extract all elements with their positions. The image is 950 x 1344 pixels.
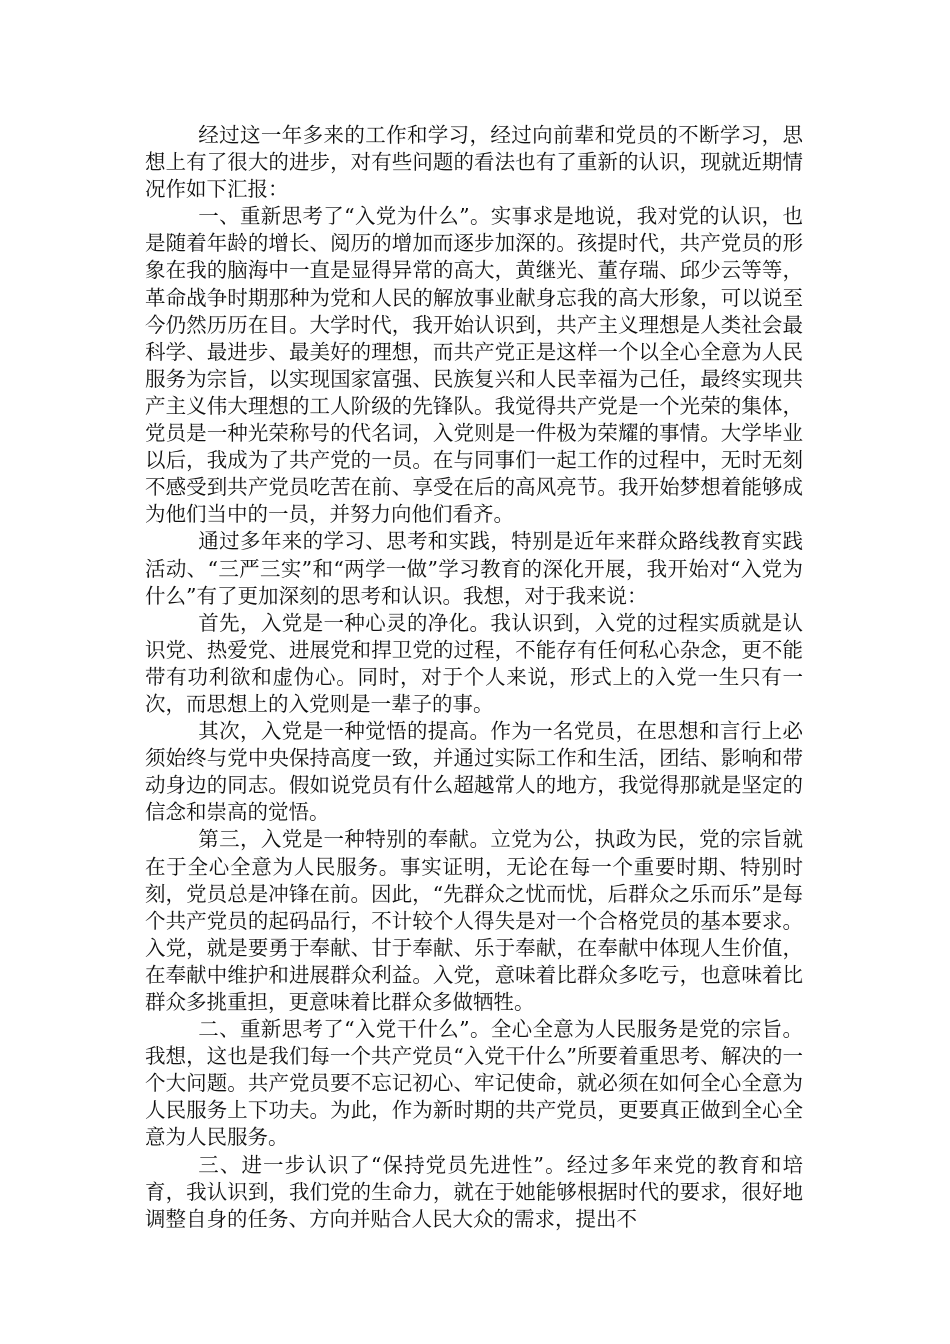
- paragraph-section-three: 三、进一步认识了“保持党员先进性”。经过多年来党的教育和培育，我认识到，我们党的生命力，就在于她能够根据时代的要求，很好地调整自身的任务、方向并贴合人民大众的需求，提出不: [145, 1152, 803, 1231]
- paragraph-reflection: 通过多年来的学习、思考和实践，特别是近年来群众路线教育实践活动、“三严三实”和“两学一做”学习教育的深化开展，我开始对“入党为什么”有了更加深刻的思考和认识。我想，对于我来说：: [145, 529, 803, 608]
- paragraph-section-two: 二、重新思考了“入党干什么”。全心全意为人民服务是党的宗旨。我想，这也是我们每一个共产党员“入党干什么”所要着重思考、解决的一个大问题。共产党员要不忘记初心、牢记使命，就必须在如何全心全意为人民服务上下功夫。为此，作为新时期的共产党员，更要真正做到全心全意为人民服务。: [145, 1017, 803, 1150]
- paragraph-first-point: 首先，入党是一种心灵的净化。我认识到，入党的过程实质就是认识党、热爱党、进展党和捍卫党的过程，不能存有任何私心杂念，更不能带有功利欲和虚伪心。同时，对于个人来说，形式上的入党一生只有一次，而思想上的入党则是一辈子的事。: [145, 610, 803, 716]
- paragraph-third-point: 第三，入党是一种特别的奉献。立党为公，执政为民，党的宗旨就在于全心全意为人民服务。事实证明，无论在每一个重要时期、特别时刻，党员总是冲锋在前。因此，“先群众之忧而忧，后群众之乐而乐”是每个共产党员的起码品行，不计较个人得失是对一个合格党员的基本要求。入党，就是要勇于奉献、甘于奉献、乐于奉献，在奉献中体现人生价值，在奉献中维护和进展群众利益。入党，意味着比群众多吃亏，也意味着比群众多挑重担，更意味着比群众多做牺牲。: [145, 827, 803, 1014]
- paragraph-intro: 经过这一年多来的工作和学习，经过向前辈和党员的不断学习，思想上有了很大的进步，对有些问题的看法也有了重新的认识，现就近期情况作如下汇报：: [145, 123, 803, 202]
- document-body: [145, 122, 803, 1233]
- paragraph-second-point: 其次，入党是一种觉悟的提高。作为一名党员，在思想和言行上必须始终与党中央保持高度一致，并通过实际工作和生活，团结、影响和带动身边的同志。假如说党员有什么超越常人的地方，我觉得那就是坚定的信念和崇高的觉悟。: [145, 719, 803, 825]
- paragraph-section-one: 一、重新思考了“入党为什么”。实事求是地说，我对党的认识，也是随着年龄的增长、阅历的增加而逐步加深的。孩提时代，共产党员的形象在我的脑海中一直是显得异常的高大，黄继光、董存瑞、邱少云等等，革命战争时期那种为党和人民的解放事业献身忘我的高大形象，可以说至今仍然历历在目。大学时代，我开始认识到，共产主义理想是人类社会最科学、最进步、最美好的理想，而共产党正是这样一个以全心全意为人民服务为宗旨，以实现国家富强、民族复兴和人民幸福为己任，最终实现共产主义伟大理想的工人阶级的先锋队。我觉得共产党是一个光荣的集体，党员是一种光荣称号的代名词，入党则是一件极为荣耀的事情。大学毕业以后，我成为了共产党的一员。在与同事们一起工作的过程中，无时无刻不感受到共产党员吃苦在前、享受在后的高风亮节。我开始梦想着能够成为他们当中的一员，并努力向他们看齐。: [145, 204, 803, 527]
